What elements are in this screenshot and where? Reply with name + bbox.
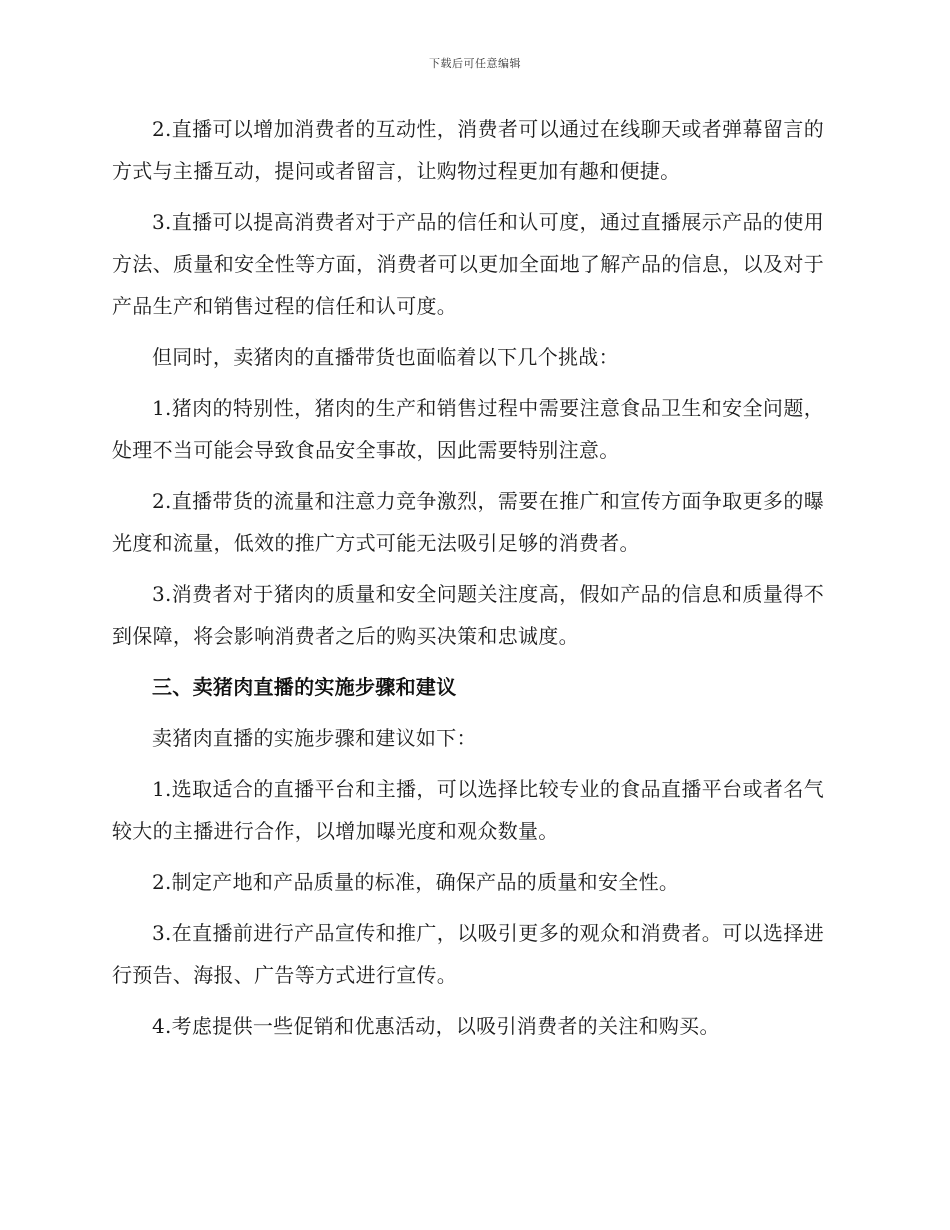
page-header: 下载后可任意编辑 xyxy=(429,57,521,70)
paragraph-challenge-quality: 3.消费者对于猪肉的质量和安全问题关注度高，假如产品的信息和质量得不到保障，将会影响消费者之后的购买决策和忠诚度。 xyxy=(112,582,824,648)
paragraph-live-trust: 3.直播可以提高消费者对于产品的信任和认可度，通过直播展示产品的使用方法、质量和安全性等方面，消费者可以更加全面地了解产品的信息，以及对于产品生产和销售过程的信任和认可度。 xyxy=(112,210,824,318)
paragraph-challenge-traffic: 2.直播带货的流量和注意力竞争激烈，需要在推广和宣传方面争取更多的曝光度和流量，低效的推广方式可能无法吸引足够的消费者。 xyxy=(112,489,824,555)
paragraph-step-platform: 1.选取适合的直播平台和主播，可以选择比较专业的食品直播平台或者名气较大的主播进行合作，以增加曝光度和观众数量。 xyxy=(112,777,824,843)
paragraph-steps-intro: 卖猪肉直播的实施步骤和建议如下： xyxy=(152,726,477,750)
paragraph-challenges-intro: 但同时，卖猪肉的直播带货也面临着以下几个挑战： xyxy=(152,345,619,369)
section-heading-implementation: 三、卖猪肉直播的实施步骤和建议 xyxy=(152,675,457,699)
paragraph-step-standards: 2.制定产地和产品质量的标准，确保产品的质量和安全性。 xyxy=(152,870,680,894)
paragraph-step-promotion: 3.在直播前进行产品宣传和推广，以吸引更多的观众和消费者。可以选择进行预告、海报、广告等方式进行宣传。 xyxy=(112,921,824,987)
document-body xyxy=(112,108,824,1056)
paragraph-challenge-pork-specialty: 1.猪肉的特别性，猪肉的生产和销售过程中需要注意食品卫生和安全问题，处理不当可能会导致食品安全事故，因此需要特别注意。 xyxy=(112,396,824,462)
paragraph-live-interaction: 2.直播可以增加消费者的互动性，消费者可以通过在线聊天或者弹幕留言的方式与主播互动，提问或者留言，让购物过程更加有趣和便捷。 xyxy=(112,117,824,183)
paragraph-step-discounts: 4.考虑提供一些促销和优惠活动，以吸引消费者的关注和购买。 xyxy=(152,1014,720,1038)
